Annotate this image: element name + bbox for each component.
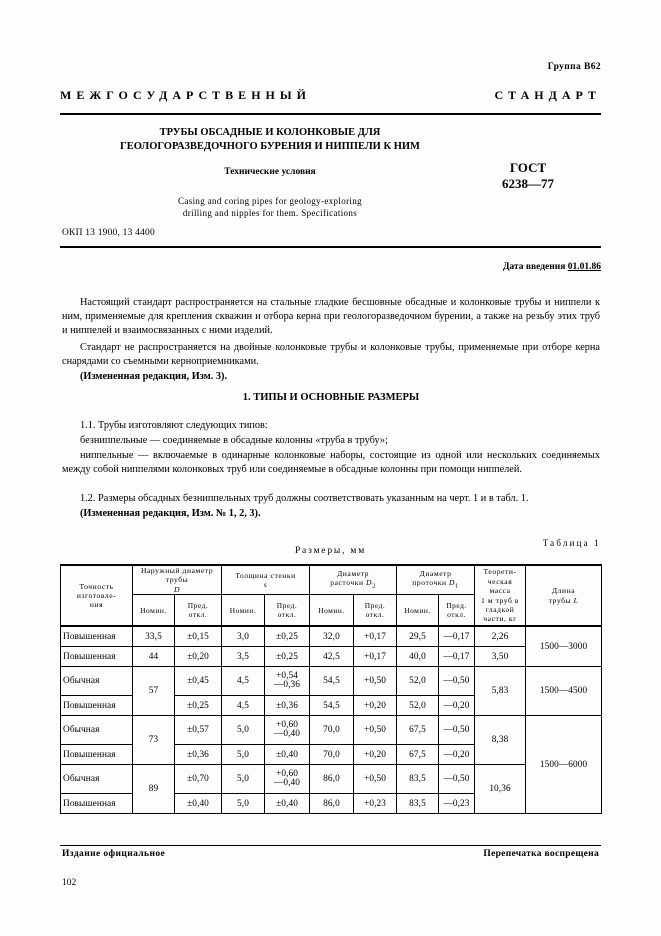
dimensions-table (60, 564, 602, 814)
cell-groove-nominal: 83,5 (397, 765, 439, 794)
introduction-date (60, 262, 601, 272)
cell-groove-nominal: 67,5 (397, 745, 439, 765)
table-row (61, 626, 602, 647)
th-bore-diameter-subscript: 2 (372, 582, 376, 590)
cell-groove-nominal: 40,0 (397, 647, 439, 667)
footer-reprint-notice: Перепечатка воспрещена (483, 849, 599, 859)
english-title-line-1: Casing and coring pipes for geology-exploring (178, 196, 362, 206)
cell-wt-nominal: 5,0 (222, 794, 265, 814)
cell-wt-deviation-upper: +0,54 (276, 670, 299, 681)
cell-wt-deviation (265, 667, 310, 696)
paragraph-1-2: 1.2. Размеры обсадных безниппельных труб должны соответствовать указанным на черт. 1 и в табл. 1. (80, 493, 529, 504)
table-row (61, 716, 602, 745)
cell-wt-deviation (265, 716, 310, 745)
th-sub-groove-nominal: Номин. (397, 595, 439, 627)
th-sub-groove-deviation (439, 595, 475, 627)
cell-wt-nominal: 3,0 (222, 626, 265, 647)
paragraph-1-1-b: ниппельные — включаемые в одинарные колонковые наборы, состоящие из одной или нескольких соединяемых между собой ниппелями колонковых труб или соединяемые в обсадные колонны при помощи ниппелей. (62, 450, 600, 476)
cell-bore-deviation: +0,20 (354, 745, 397, 765)
cell-wt-nominal: 3,5 (222, 647, 265, 667)
th-sub-dev-l1: Пред. (364, 601, 386, 611)
cell-accuracy: Обычная (61, 716, 133, 745)
cell-bore-deviation: +0,50 (354, 716, 397, 745)
gost-label: ГОСТ (509, 160, 547, 175)
th-groove-diameter-subscript: 1 (455, 582, 459, 590)
cell-accuracy: Повышенная (61, 696, 133, 716)
cell-accuracy: Повышенная (61, 745, 133, 765)
cell-groove-nominal: 52,0 (397, 696, 439, 716)
th-theoretical-mass-l3: масса (489, 586, 511, 596)
th-bore-diameter-label-2: расточки (330, 578, 364, 588)
cell-groove-deviation: —0,50 (439, 765, 475, 794)
th-outer-diameter-label: Наружный диаметр трубы (140, 566, 214, 585)
th-outer-diameter-symbol: D (173, 584, 181, 594)
th-groove-diameter-symbol: D (449, 578, 456, 588)
paragraph-scope-2: Стандарт не распространяется на двойные колонковые трубы и колонковые трубы, применяемые при отборе керна снарядами со съемными керноприемниками. (62, 342, 600, 368)
cell-groove-deviation: —0,17 (439, 647, 475, 667)
cell-od-nominal: 73 (133, 716, 175, 765)
table-row (61, 647, 602, 667)
th-sub-wt-deviation (265, 595, 310, 627)
th-bore-diameter-label: Диаметр (337, 568, 369, 578)
cell-od-deviation: ±0,25 (175, 696, 222, 716)
cell-groove-nominal: 52,0 (397, 667, 439, 696)
footer-divider (60, 845, 601, 846)
th-sub-od-deviation (175, 595, 222, 627)
th-sub-dev-l2: откл. (188, 610, 208, 620)
th-pipe-length-symbol: L (573, 595, 579, 605)
cell-bore-nominal: 54,5 (310, 696, 354, 716)
cell-accuracy: Повышенная (61, 794, 133, 814)
table-label: Таблица 1 (542, 538, 601, 548)
cell-od-nominal: 89 (133, 765, 175, 814)
cell-wt-deviation-lower: —0,40 (273, 778, 301, 789)
cell-bore-deviation: +0,50 (354, 667, 397, 696)
th-wall-thickness-label: Толщина стенки (235, 570, 296, 580)
cell-od-nominal: 33,5 (133, 626, 175, 647)
th-groove-diameter-label-2: проточки (412, 578, 447, 588)
cell-wt-deviation-lower: —0,36 (273, 680, 301, 691)
okp-code: ОКП 13 1900, 13 4400 (62, 228, 155, 238)
cell-bore-nominal: 70,0 (310, 716, 354, 745)
th-theoretical-mass-l1: Теорети- (483, 567, 517, 577)
cell-bore-nominal: 54,5 (310, 667, 354, 696)
th-sub-dev-l2: откл. (447, 610, 466, 620)
cell-od-nominal: 57 (133, 667, 175, 716)
paragraph-1-1-a: безниппельные — соединяемые в обсадные колонны «труба в трубу»; (80, 435, 388, 446)
dimensions-table-wrapper (60, 564, 601, 814)
cell-theoretical-mass: 2,26 (475, 626, 526, 647)
cell-wt-nominal: 4,5 (222, 667, 265, 696)
th-theoretical-mass-l2: ческая (487, 576, 513, 586)
tech-conditions-label: Технические условия (224, 167, 316, 177)
cell-wt-deviation-lower: —0,40 (273, 729, 301, 740)
th-sub-dev-l1: Пред. (276, 601, 298, 611)
th-sub-dev-l2: откл. (277, 610, 297, 620)
group-code: Группа В62 (547, 62, 601, 72)
cell-wt-deviation: ±0,40 (265, 794, 310, 814)
th-bore-diameter-symbol: D (366, 578, 373, 588)
cell-wt-nominal: 5,0 (222, 765, 265, 794)
cell-pipe-length: 1500—4500 (526, 667, 602, 716)
cell-pipe-length: 1500—3000 (526, 626, 602, 667)
th-sub-dev-l1: Пред. (187, 601, 209, 611)
table-row (61, 765, 602, 794)
cell-groove-deviation: —0,50 (439, 667, 475, 696)
th-theoretical-mass-l5: гладкой (485, 605, 515, 615)
header-divider-top (60, 113, 601, 115)
cell-bore-nominal: 42,5 (310, 647, 354, 667)
cell-theoretical-mass: 5,83 (475, 667, 526, 716)
section-1-heading: 1. ТИПЫ И ОСНОВНЫЕ РАЗМЕРЫ (242, 392, 420, 403)
th-accuracy-label: Точность изготовле- ния (76, 581, 117, 610)
th-groove-diameter-label: Диаметр (419, 568, 452, 578)
cell-bore-deviation: +0,23 (354, 794, 397, 814)
th-sub-dev-l2: откл. (365, 610, 385, 620)
footer-official-edition: Издание официальное (62, 849, 166, 859)
cell-accuracy: Обычная (61, 765, 133, 794)
cell-bore-nominal: 86,0 (310, 765, 354, 794)
paragraph-1-1: 1.1. Трубы изготовляют следующих типов: (80, 420, 268, 431)
cell-theoretical-mass: 3,50 (475, 647, 526, 667)
cell-theoretical-mass: 10,36 (475, 765, 526, 814)
th-bore-diameter (310, 565, 397, 595)
table-row (61, 667, 602, 696)
cell-wt-deviation (265, 765, 310, 794)
th-theoretical-mass-l4: 1 м труб в (481, 595, 520, 605)
cell-groove-nominal: 83,5 (397, 794, 439, 814)
th-pipe-length (526, 565, 602, 626)
th-wall-thickness-symbol: s (263, 580, 268, 590)
th-wall-thickness (222, 565, 310, 595)
page-title: ТРУБЫ ОБСАДНЫЕ И КОЛОНКОВЫЕ ДЛЯ ГЕОЛОГОРАЗВЕДОЧНОГО БУРЕНИЯ И НИППЕЛИ К НИМ (120, 127, 420, 152)
cell-od-deviation: ±0,20 (175, 647, 222, 667)
table-caption: Размеры, мм (294, 546, 367, 556)
cell-bore-deviation: +0,50 (354, 765, 397, 794)
cell-wt-deviation: ±0,40 (265, 745, 310, 765)
th-sub-bore-deviation (354, 595, 397, 627)
cell-wt-deviation: ±0,36 (265, 696, 310, 716)
introduction-date-label: Дата введения (502, 262, 566, 272)
english-title-line-2: drilling and nipples for them. Specifications (182, 208, 358, 218)
paragraph-revision-note-1: (Измененная редакция, Изм. 3). (80, 371, 228, 382)
th-groove-diameter (397, 565, 475, 595)
cell-od-deviation: ±0,57 (175, 716, 222, 745)
th-theoretical-mass-l6: части, кг (483, 614, 517, 624)
paragraph-revision-note-2: (Измененная редакция, Изм. № 1, 2, 3). (80, 508, 261, 519)
cell-od-deviation: ±0,36 (175, 745, 222, 765)
standard-word: СТАНДАРТ (494, 88, 601, 102)
cell-bore-nominal: 70,0 (310, 745, 354, 765)
cell-bore-nominal: 86,0 (310, 794, 354, 814)
interstate-standard-title (60, 88, 601, 103)
th-theoretical-mass (475, 565, 526, 626)
cell-bore-deviation: +0,17 (354, 626, 397, 647)
gost-number: 6238—77 (502, 176, 554, 191)
cell-bore-deviation: +0,20 (354, 696, 397, 716)
cell-accuracy: Обычная (61, 667, 133, 696)
cell-wt-nominal: 5,0 (222, 745, 265, 765)
cell-wt-deviation-upper: +0,60 (276, 768, 299, 779)
cell-groove-deviation: —0,17 (439, 626, 475, 647)
th-outer-diameter (133, 565, 222, 595)
cell-od-deviation: ±0,70 (175, 765, 222, 794)
cell-od-deviation: ±0,45 (175, 667, 222, 696)
cell-groove-deviation: —0,50 (439, 716, 475, 745)
th-accuracy (61, 565, 133, 626)
cell-groove-deviation: —0,20 (439, 696, 475, 716)
th-sub-bore-nominal: Номин. (310, 595, 354, 627)
cell-wt-deviation-upper: +0,60 (276, 719, 299, 730)
cell-accuracy: Повышенная (61, 647, 133, 667)
cell-od-deviation: ±0,40 (175, 794, 222, 814)
header-divider-bottom (60, 246, 601, 248)
cell-groove-deviation: —0,23 (439, 794, 475, 814)
cell-wt-deviation: ±0,25 (265, 626, 310, 647)
cell-groove-deviation: —0,20 (439, 745, 475, 765)
cell-wt-nominal: 4,5 (222, 696, 265, 716)
th-pipe-length-l1: Длина (551, 586, 576, 596)
th-sub-wt-nominal: Номин. (222, 595, 265, 627)
th-sub-dev-l1: Пред. (446, 601, 467, 611)
cell-groove-nominal: 29,5 (397, 626, 439, 647)
paragraph-scope-1: Настоящий стандарт распространяется на стальные гладкие бесшовные обсадные и колонковые трубы и ниппели к ним, применяемые для крепления скважин и отбора керна при геологоразведочном бурении, а также на резьбу этих труб и ниппелей и взаимосвязанных с ними изделий. (62, 297, 600, 337)
cell-pipe-length: 1500—6000 (526, 716, 602, 814)
introduction-date-value: 01.01.86 (567, 262, 601, 272)
cell-theoretical-mass: 8,38 (475, 716, 526, 765)
th-sub-od-nominal: Номин. (133, 595, 175, 627)
english-title (100, 195, 440, 219)
interstate-word: МЕЖГОСУДАРСТВЕННЫЙ (60, 88, 311, 102)
cell-od-nominal: 44 (133, 647, 175, 667)
cell-bore-nominal: 32,0 (310, 626, 354, 647)
cell-groove-nominal: 67,5 (397, 716, 439, 745)
cell-accuracy: Повышенная (61, 626, 133, 647)
cell-wt-deviation: ±0,25 (265, 647, 310, 667)
th-pipe-length-l2: трубы (548, 595, 572, 605)
cell-bore-deviation: +0,17 (354, 647, 397, 667)
page-number: 102 (62, 878, 77, 888)
cell-wt-nominal: 5,0 (222, 716, 265, 745)
cell-od-deviation: ±0,15 (175, 626, 222, 647)
gost-designation (455, 160, 601, 192)
